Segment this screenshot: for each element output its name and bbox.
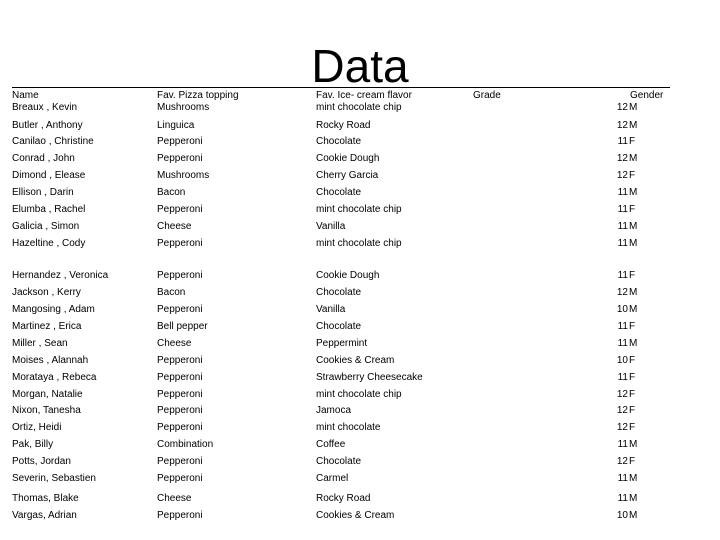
- cell-gender: M: [629, 439, 638, 450]
- cell-grade: 11: [617, 238, 628, 249]
- cell-name: Morataya , Rebeca: [12, 372, 97, 383]
- cell-pizza-topping: Pepperoni: [157, 456, 203, 467]
- cell-ice-cream-flavor: Vanilla: [316, 221, 346, 232]
- cell-grade: 10: [616, 355, 628, 366]
- cell-grade: 12: [616, 456, 628, 467]
- cell-grade: 12: [616, 389, 628, 400]
- cell-gender: M: [629, 473, 638, 484]
- cell-ice-cream-flavor: Chocolate: [316, 187, 362, 198]
- cell-ice-cream-flavor: Coffee: [316, 439, 346, 450]
- cell-pizza-topping: Cheese: [157, 493, 192, 504]
- cell-name: Butler , Anthony: [12, 120, 83, 131]
- cell-pizza-topping: Bacon: [157, 187, 186, 198]
- cell-ice-cream-flavor: Cookies & Cream: [316, 510, 395, 521]
- cell-name: Moises , Alannah: [12, 355, 89, 366]
- cell-pizza-topping: Combination: [157, 439, 214, 450]
- cell-grade: 12: [616, 153, 628, 164]
- cell-grade: 11: [617, 338, 628, 349]
- cell-grade: 11: [617, 187, 628, 198]
- cell-ice-cream-flavor: Cookies & Cream: [316, 355, 395, 366]
- cell-ice-cream-flavor: Carmel: [316, 473, 349, 484]
- cell-gender: M: [629, 221, 638, 232]
- cell-grade: 11: [617, 439, 628, 450]
- cell-grade: 10: [616, 304, 628, 315]
- cell-gender: M: [629, 510, 638, 521]
- cell-ice-cream-flavor: mint chocolate chip: [316, 389, 402, 400]
- cell-gender: M: [629, 238, 638, 249]
- cell-gender: M: [629, 493, 638, 504]
- cell-ice-cream-flavor: Cherry Garcia: [316, 170, 379, 181]
- cell-grade: 11: [617, 321, 628, 332]
- cell-pizza-topping: Pepperoni: [157, 473, 203, 484]
- cell-pizza-topping: Bacon: [157, 287, 186, 298]
- cell-ice-cream-flavor: Peppermint: [316, 338, 368, 349]
- cell-name: Hernandez , Veronica: [12, 270, 109, 281]
- column-header-name: Name: [12, 90, 39, 101]
- cell-name: Jackson , Kerry: [12, 287, 81, 298]
- column-header-pizza: Fav. Pizza topping: [157, 90, 239, 101]
- cell-grade: 10: [616, 510, 628, 521]
- cell-pizza-topping: Mushrooms: [157, 170, 210, 181]
- cell-gender: F: [629, 422, 636, 433]
- cell-gender: M: [629, 338, 638, 349]
- cell-gender: F: [629, 355, 636, 366]
- cell-gender: M: [629, 153, 638, 164]
- cell-grade: 12: [616, 287, 628, 298]
- column-header-grade: Grade: [473, 90, 501, 101]
- cell-gender: F: [629, 372, 636, 383]
- cell-gender: F: [629, 321, 636, 332]
- cell-pizza-topping: Pepperoni: [157, 136, 203, 147]
- cell-grade: 11: [617, 136, 628, 147]
- cell-name: Vargas, Adrian: [12, 510, 77, 521]
- cell-name: Breaux , Kevin: [12, 102, 78, 113]
- cell-pizza-topping: Cheese: [157, 338, 192, 349]
- cell-ice-cream-flavor: Chocolate: [316, 136, 362, 147]
- cell-ice-cream-flavor: Cookie Dough: [316, 270, 380, 281]
- cell-name: Thomas, Blake: [12, 493, 79, 504]
- cell-name: Martinez , Erica: [12, 321, 82, 332]
- cell-name: Mangosing , Adam: [12, 304, 95, 315]
- cell-name: Morgan, Natalie: [12, 389, 83, 400]
- cell-grade: 12: [616, 405, 628, 416]
- cell-grade: 11: [617, 270, 628, 281]
- cell-ice-cream-flavor: mint chocolate chip: [316, 102, 402, 113]
- cell-name: Canilao , Christine: [12, 136, 94, 147]
- cell-pizza-topping: Pepperoni: [157, 372, 203, 383]
- cell-ice-cream-flavor: Chocolate: [316, 287, 362, 298]
- cell-gender: F: [629, 389, 636, 400]
- cell-pizza-topping: Pepperoni: [157, 389, 203, 400]
- cell-grade: 11: [617, 204, 628, 215]
- cell-grade: 12: [616, 120, 628, 131]
- cell-pizza-topping: Pepperoni: [157, 238, 203, 249]
- cell-gender: F: [629, 405, 636, 416]
- cell-gender: M: [629, 187, 638, 198]
- cell-grade: 11: [617, 493, 628, 504]
- column-header-gender: Gender: [630, 90, 664, 101]
- cell-pizza-topping: Pepperoni: [157, 510, 203, 521]
- cell-grade: 12: [616, 422, 628, 433]
- cell-ice-cream-flavor: mint chocolate chip: [316, 204, 402, 215]
- cell-gender: F: [629, 270, 636, 281]
- cell-ice-cream-flavor: mint chocolate: [316, 422, 381, 433]
- column-header-ice-cream: Fav. Ice- cream flavor: [316, 90, 412, 101]
- cell-ice-cream-flavor: Chocolate: [316, 321, 362, 332]
- cell-gender: M: [629, 120, 638, 131]
- cell-name: Conrad , John: [12, 153, 75, 164]
- cell-grade: 12: [616, 102, 628, 113]
- cell-ice-cream-flavor: Vanilla: [316, 304, 346, 315]
- cell-pizza-topping: Pepperoni: [157, 270, 203, 281]
- cell-ice-cream-flavor: Cookie Dough: [316, 153, 380, 164]
- cell-pizza-topping: Pepperoni: [157, 422, 203, 433]
- cell-pizza-topping: Pepperoni: [157, 204, 203, 215]
- cell-name: Potts, Jordan: [12, 456, 71, 467]
- cell-name: Ellison , Darin: [12, 187, 74, 198]
- cell-pizza-topping: Pepperoni: [157, 304, 203, 315]
- cell-grade: 11: [617, 221, 628, 232]
- cell-name: Hazeltine , Cody: [12, 238, 86, 249]
- cell-pizza-topping: Linguica: [157, 120, 195, 131]
- cell-pizza-topping: Cheese: [157, 221, 192, 232]
- cell-ice-cream-flavor: Rocky Road: [316, 120, 371, 131]
- cell-name: Pak, Billy: [12, 439, 54, 450]
- page-title: Data: [311, 40, 409, 92]
- cell-gender: F: [629, 170, 636, 181]
- cell-grade: 12: [616, 170, 628, 181]
- cell-ice-cream-flavor: mint chocolate chip: [316, 238, 402, 249]
- cell-gender: F: [629, 456, 636, 467]
- cell-name: Ortiz, Heidi: [12, 422, 62, 433]
- cell-ice-cream-flavor: Strawberry Cheesecake: [316, 372, 423, 383]
- cell-gender: F: [629, 136, 636, 147]
- cell-ice-cream-flavor: Jamoca: [316, 405, 352, 416]
- cell-pizza-topping: Pepperoni: [157, 355, 203, 366]
- cell-name: Galicia , Simon: [12, 221, 80, 232]
- cell-ice-cream-flavor: Chocolate: [316, 456, 362, 467]
- cell-pizza-topping: Pepperoni: [157, 405, 203, 416]
- cell-name: Miller , Sean: [12, 338, 68, 349]
- cell-gender: M: [629, 304, 638, 315]
- cell-pizza-topping: Bell pepper: [157, 321, 208, 332]
- cell-gender: M: [629, 287, 638, 298]
- cell-name: Elumba , Rachel: [12, 204, 86, 215]
- cell-gender: M: [629, 102, 638, 113]
- cell-name: Dimond , Elease: [12, 170, 86, 181]
- header-divider: [12, 87, 670, 88]
- cell-pizza-topping: Mushrooms: [157, 102, 210, 113]
- cell-pizza-topping: Pepperoni: [157, 153, 203, 164]
- cell-gender: F: [629, 204, 636, 215]
- cell-ice-cream-flavor: Rocky Road: [316, 493, 371, 504]
- cell-grade: 11: [617, 473, 628, 484]
- cell-grade: 11: [617, 372, 628, 383]
- cell-name: Severin, Sebastien: [12, 473, 96, 484]
- cell-name: Nixon, Tanesha: [12, 405, 81, 416]
